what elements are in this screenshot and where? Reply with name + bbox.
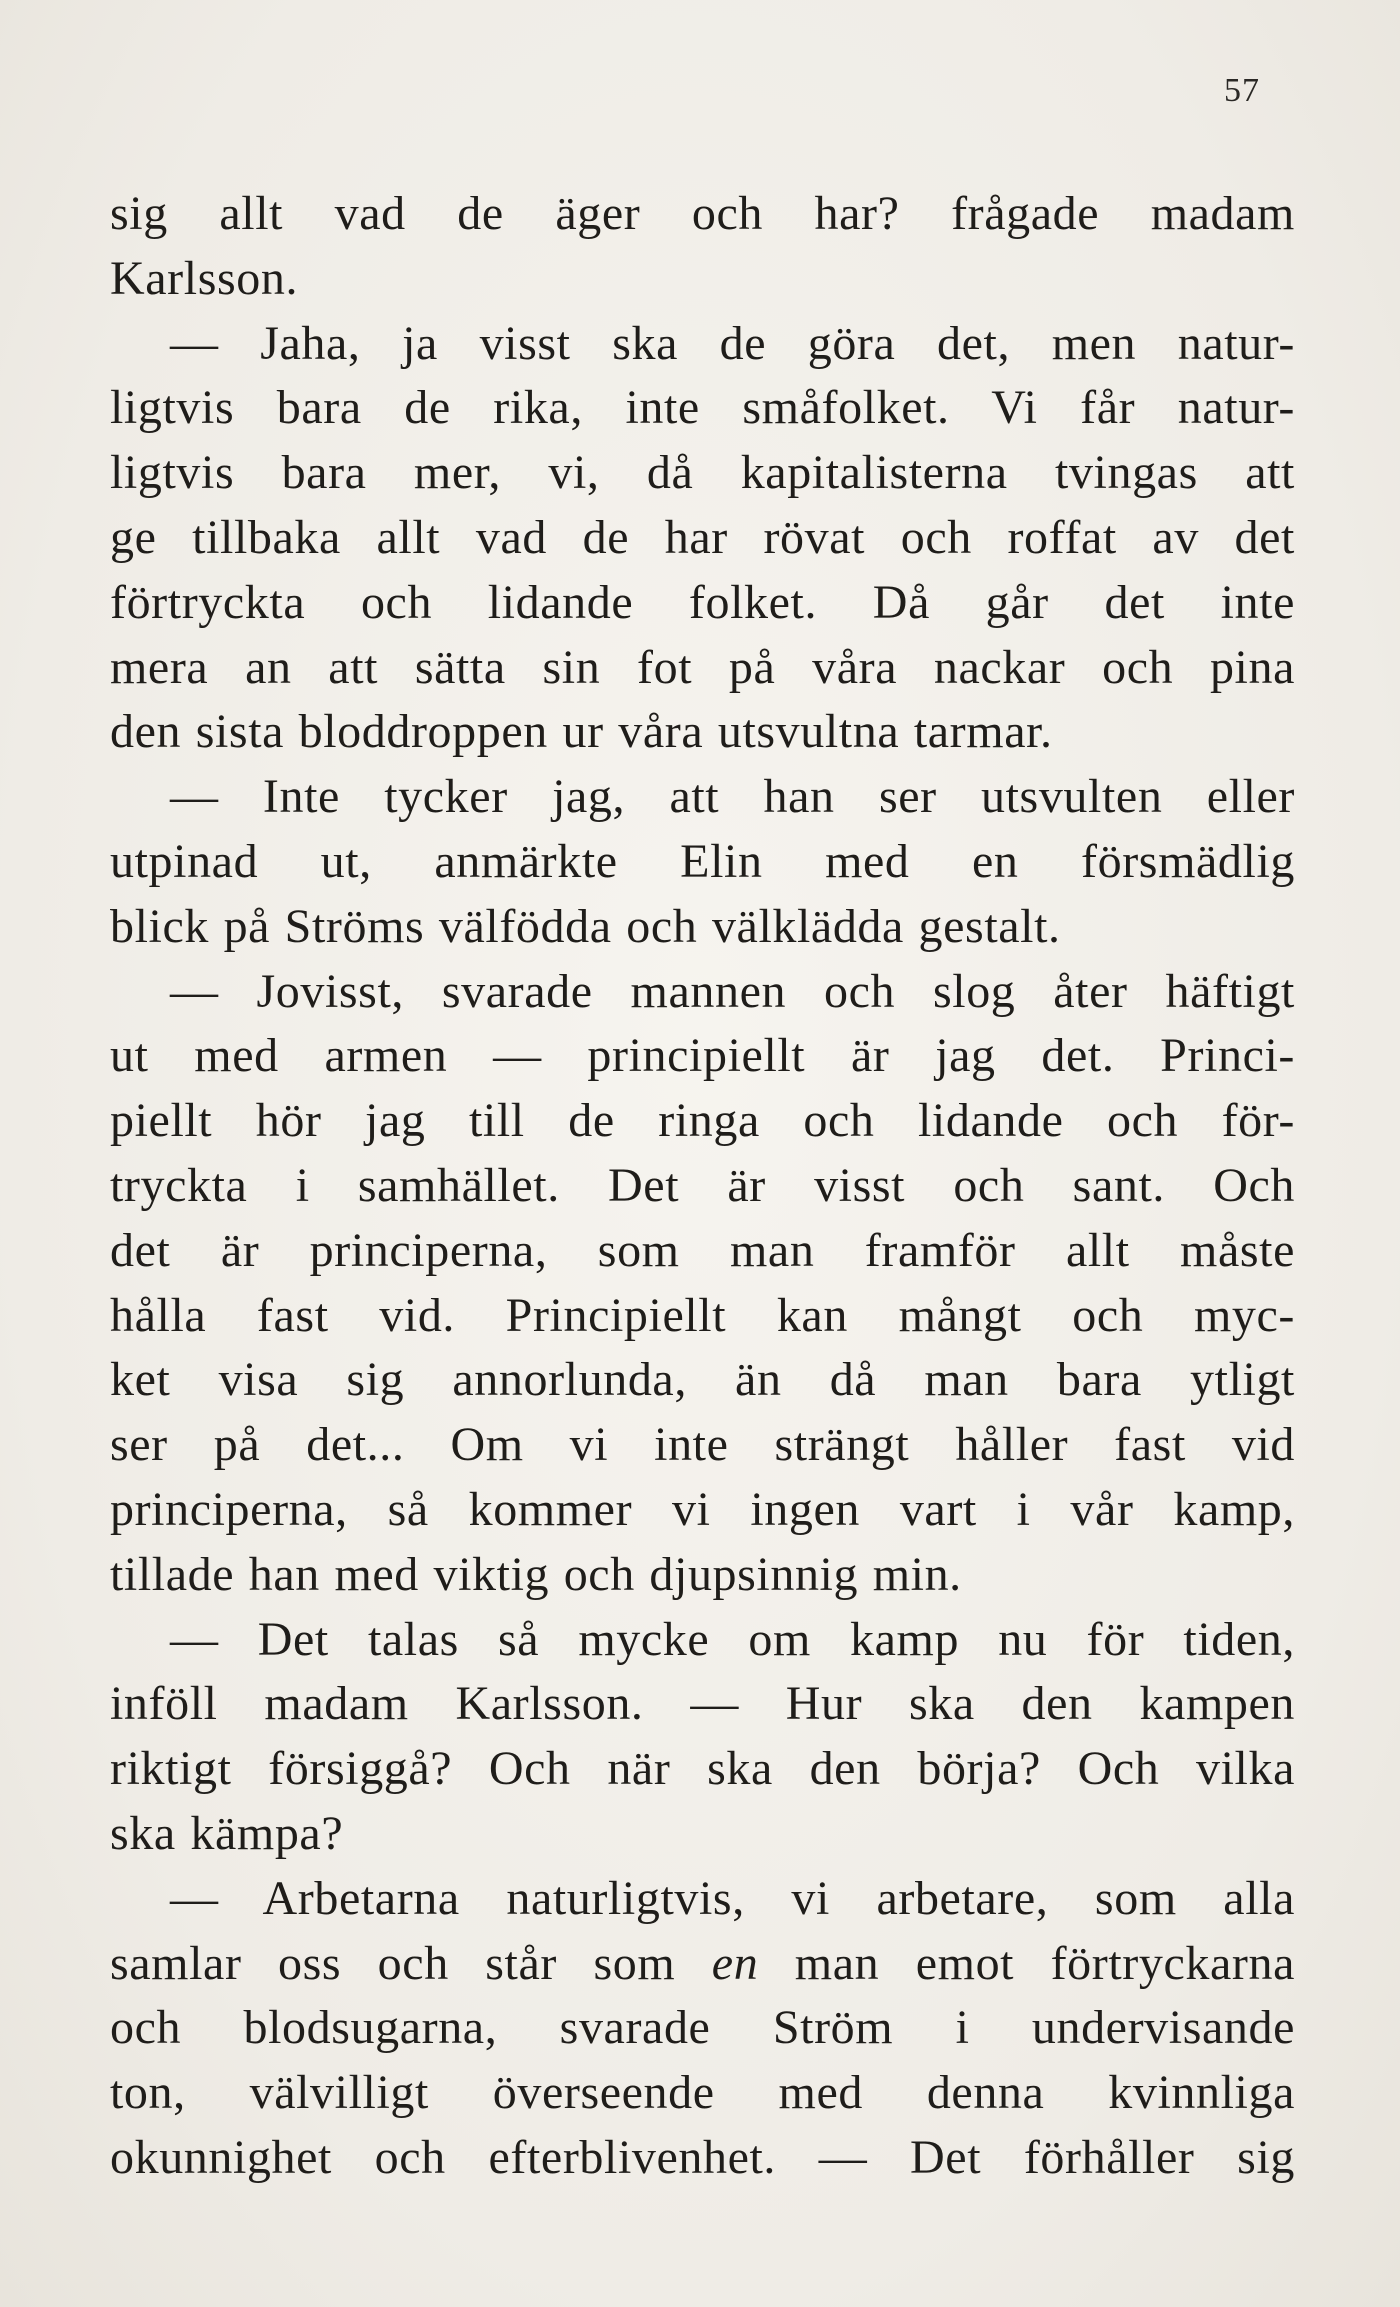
text-line: förtryckta och lidande folket. Då går det inte xyxy=(110,575,1295,629)
text-line: inföll madam Karlsson. — Hur ska den kampen xyxy=(110,1677,1295,1731)
text-line: ligtvis bara de rika, inte småfolket. Vi får natur- xyxy=(110,381,1295,435)
body-text xyxy=(110,182,1295,2191)
text-line: tryckta i samhället. Det är visst och sant. Och xyxy=(110,1158,1295,1212)
text-line: Karlsson. xyxy=(110,251,299,305)
text-line: utpinad ut, anmärkte Elin med en försmädlig xyxy=(110,834,1295,888)
text-line: ska kämpa? xyxy=(110,1806,344,1860)
text-line: samlar oss och står som en man emot förtryckarna xyxy=(110,1936,1295,1990)
text-line: okunnighet och efterblivenhet. — Det förhåller sig xyxy=(110,2130,1295,2184)
text-line: — Inte tycker jag, att han ser utsvulten eller xyxy=(170,770,1295,824)
text-line: — Jaha, ja visst ska de göra det, men natur- xyxy=(170,316,1295,370)
text-line: — Jovisst, svarade mannen och slog åter häftigt xyxy=(170,964,1295,1018)
text-line: — Det talas så mycke om kamp nu för tiden, xyxy=(170,1612,1295,1666)
text-line: mera an att sätta sin fot på våra nackar och pina xyxy=(110,640,1295,694)
text-line: riktigt försiggå? Och när ska den börja? Och vilka xyxy=(110,1742,1295,1796)
text-line: ligtvis bara mer, vi, då kapitalisterna tvingas att xyxy=(110,446,1295,500)
italic-emphasis: en xyxy=(711,1936,759,1990)
page-number: 57 xyxy=(1224,72,1260,109)
text-line: sig allt vad de äger och har? frågade madam xyxy=(110,187,1295,240)
text-line: ser på det... Om vi inte strängt håller fast vid xyxy=(110,1418,1295,1472)
text-line: ut med armen — principiellt är jag det. Princi- xyxy=(110,1029,1295,1083)
text-line: och blodsugarna, svarade Ström i undervisande xyxy=(110,2001,1295,2055)
text-line: piellt hör jag till de ringa och lidande och för- xyxy=(110,1094,1295,1148)
text-line: principerna, så kommer vi ingen vart i vår kamp, xyxy=(110,1482,1295,1536)
text-line: den sista bloddroppen ur våra utsvultna tarmar. xyxy=(110,705,1053,759)
text-line: ket visa sig annorlunda, än då man bara ytligt xyxy=(110,1353,1295,1407)
text-line: ge tillbaka allt vad de har rövat och roffat av det xyxy=(110,510,1295,564)
text-line: ton, välvilligt överseende med denna kvinnliga xyxy=(110,2066,1295,2120)
text-line: blick på Ströms välfödda och välklädda gestalt. xyxy=(110,899,1061,953)
text-line: det är principerna, som man framför allt måste xyxy=(110,1223,1295,1277)
text-line: hålla fast vid. Principiellt kan mångt och myc- xyxy=(110,1288,1295,1342)
text-line: — Arbetarna naturligtvis, vi arbetare, som alla xyxy=(170,1871,1295,1925)
text-line: tillade han med viktig och djupsinnig min. xyxy=(110,1547,962,1601)
